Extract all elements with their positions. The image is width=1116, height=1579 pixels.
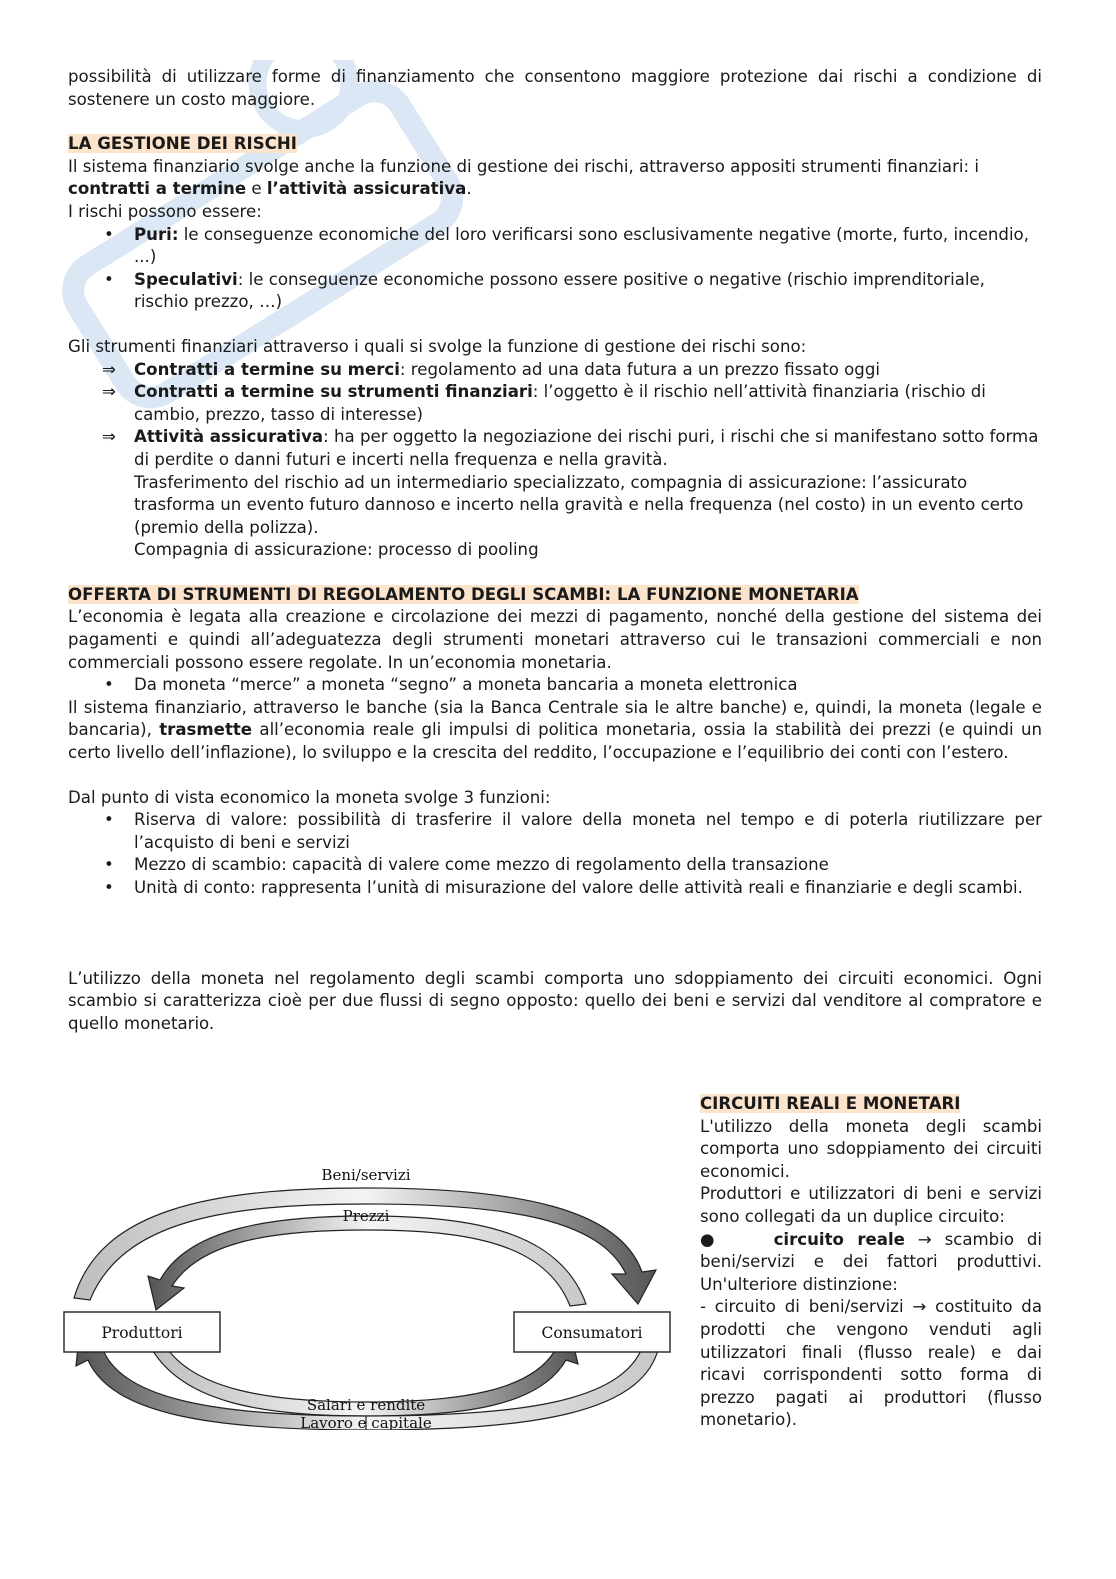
list-item: • Mezzo di scambio: capacità di valere come mezzo di regolamento della transazione bbox=[134, 854, 1042, 877]
arrow-icon: ⇒ bbox=[102, 382, 116, 402]
bottom-region bbox=[68, 0, 1042, 1579]
section-heading-circuits: CIRCUITI REALI E MONETARI bbox=[700, 1094, 961, 1113]
section-heading-risk: LA GESTIONE DEI RISCHI bbox=[68, 134, 297, 154]
circuits-real-item: ● circuito reale → scambio di beni/servizi e dei fattori produttivi. Un'ulteriore distinzione: bbox=[700, 1229, 1042, 1294]
bullet-icon: ● bbox=[700, 1229, 723, 1249]
arrow-prezzi bbox=[148, 1216, 586, 1310]
label-lavoro-capitale: Lavoro e capitale bbox=[300, 1414, 432, 1430]
label-salari-rendite: Salari e rendite bbox=[306, 1396, 426, 1414]
insurance-pooling-text: Compagnia di assicurazione: processo di pooling bbox=[134, 540, 539, 560]
list-item: • Riserva di valore: possibilità di trasferire il valore della moneta nel tempo e di poterla riutilizzare per l’acquisto di beni e servizi bbox=[134, 809, 1042, 854]
list-item: ⇒ Contratti a termine su merci: regolamento ad una data futura a un prezzo fissato oggi bbox=[134, 359, 1042, 382]
list-item: ⇒ Contratti a termine su strumenti finanziari: l’oggetto è il rischio nell’attività finanziaria (rischio di cambio, prezzo, tasso di interesse) bbox=[102, 382, 986, 424]
risk-paragraph: Il sistema finanziario svolge anche la funzione di gestione dei rischi, attraverso appositi strumenti finanziari: i contratti a termine e l’attività assicurativa. bbox=[68, 156, 979, 199]
list-item: • Unità di conto: rappresenta l’unità di misurazione del valore delle attività reali e finanziarie e degli scambi. bbox=[134, 877, 1042, 900]
arrow-icon: ⇒ bbox=[102, 427, 116, 447]
label-prezzi: Prezzi bbox=[342, 1207, 390, 1225]
label-beni-servizi: Beni/servizi bbox=[321, 1166, 411, 1184]
section-heading-money: OFFERTA DI STRUMENTI DI REGOLAMENTO DEGLI SCAMBI: LA FUNZIONE MONETARIA bbox=[68, 584, 859, 604]
intro-paragraph: possibilità di utilizzare forme di finanziamento che consentono maggiore protezione dai rischi a condizione di sostenere un costo maggiore. bbox=[68, 67, 1042, 109]
label-produttori: Produttori bbox=[101, 1324, 183, 1342]
money-paragraph-1: L’economia è legata alla creazione e circolazione dei mezzi di pagamento, nonché della gestione del sistema dei pagamenti e quindi all’adeguatezza degli strumenti monetari attraverso cui le transazioni commerciali e non commerciali possono essere regolate. In un’economia monetaria. bbox=[68, 607, 1042, 672]
list-item: • Da moneta “merce” a moneta “segno” a moneta bancaria a moneta elettronica bbox=[134, 674, 1042, 697]
circuits-paragraph-2: Produttori e utilizzatori di beni e servizi sono collegati da un duplice circuito: bbox=[700, 1184, 1042, 1226]
list-item: • Speculativi: le conseguenze economiche possono essere positive o negative (rischio imprenditoriale, rischio prezzo, …) bbox=[134, 269, 1042, 314]
instruments-intro: Gli strumenti finanziari attraverso i quali si svolge la funzione di gestione dei rischi sono: bbox=[68, 336, 807, 356]
circuits-paragraph-1: L'utilizzo della moneta degli scambi comporta uno sdoppiamento dei circuiti economici. bbox=[700, 1116, 1042, 1181]
circuits-section bbox=[68, 1090, 1042, 1510]
circuits-text-column bbox=[700, 1093, 1042, 1432]
list-item: ⇒ Attività assicurativa: ha per oggetto la negoziazione dei rischi puri, i rischi che si manifestano sotto forma di perdite o danni futuri e incerti nella frequenza e nella gravità. bbox=[102, 427, 1039, 469]
arrow-icon: ⇒ bbox=[102, 359, 116, 379]
circuits-paragraph-3: - circuito di beni/servizi → costituito da prodotti che vengono venduti agli utilizzatori finali (flusso reale) e dai ricavi corrispondenti sotto forma di prezzo pagati ai produttori (flusso monetario). bbox=[700, 1297, 1042, 1430]
insurance-transfer-text: Trasferimento del rischio ad un intermediario specializzato, compagnia di assicurazione: l’assicurato trasforma un evento futuro dannoso e incerto nella gravità e nella frequenza (nel costo) in un evento certo (premio della polizza). bbox=[134, 472, 1024, 537]
list-item: • Puri: le conseguenze economiche del loro verificarsi sono esclusivamente negative (morte, furto, incendio, ...) bbox=[134, 224, 1042, 269]
risk-types-intro: I rischi possono essere: bbox=[68, 201, 262, 221]
money-functions-intro: Dal punto di vista economico la moneta svolge 3 funzioni: bbox=[68, 787, 551, 807]
money-paragraph-2: Il sistema finanziario, attraverso le banche (sia la Banca Centrale sia le altre banche) e, quindi, la moneta (legale e bancaria), trasmette all’economia reale gli impulsi di politica monetaria, ossia la stabilità dei prezzi (e quindi un certo livello dell’inflazione), lo sviluppo e la crescita del reddito, l’occupazione e l’equilibrio dei conti con l’estero. bbox=[68, 697, 1042, 763]
circular-flow-diagram bbox=[60, 1090, 672, 1430]
money-paragraph-3: L’utilizzo della moneta nel regolamento degli scambi comporta uno sdoppiamento dei circuiti economici. Ogni scambio si caratterizza cioè per due flussi di segno opposto: quello dei beni e servizi dal venditore al compratore e quello monetario. bbox=[68, 968, 1042, 1033]
label-consumatori: Consumatori bbox=[541, 1324, 643, 1342]
